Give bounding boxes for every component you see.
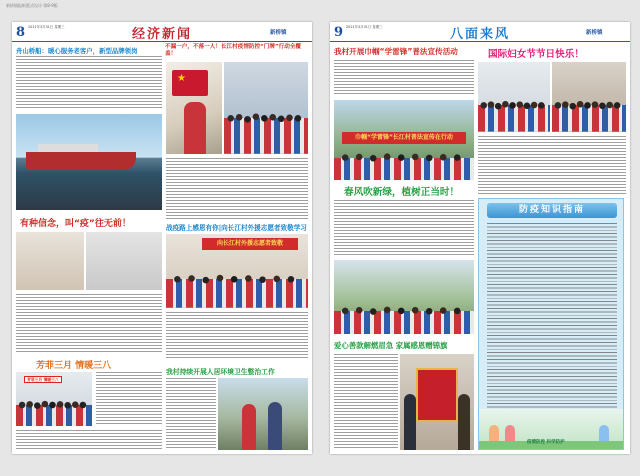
photo-volunteers xyxy=(166,234,308,308)
person-right xyxy=(458,394,470,450)
guide-slogan: 疫情防控 科学防护 xyxy=(527,440,565,445)
right-page-number: 9 xyxy=(334,25,344,40)
flag-emblem-icon: ★ xyxy=(177,73,186,84)
article-title-lei-feng: 我村开展巾帼“学雷锋”普法宣传活动 xyxy=(334,47,458,56)
lei-feng-banner: 巾帼“学雷锋”长江村普法宣传在行动 xyxy=(342,132,466,144)
article-title-march: 芳菲三月 情暖三八 xyxy=(36,361,112,371)
photo-volunteer-door xyxy=(166,62,222,154)
article-title-volunteers: 战疫路上感恩有你|向长江村外援志愿者致敬学习 xyxy=(166,224,307,232)
right-page-header xyxy=(330,22,630,42)
photo-household-visit xyxy=(224,62,308,154)
article-body-donation xyxy=(334,354,398,450)
right-section-title: 八面来风 xyxy=(449,27,510,42)
photo-cargo-ship xyxy=(16,114,162,210)
women-group-1 xyxy=(478,94,550,133)
left-section-title: 经济新闻 xyxy=(131,27,192,42)
lei-feng-people xyxy=(334,148,474,180)
photo-tree-planting xyxy=(334,260,474,334)
women-group xyxy=(16,396,92,426)
volunteer-banner: 向长江村外援志愿者致敬 xyxy=(202,238,298,250)
photo-womens-day-2 xyxy=(552,62,626,132)
person-left xyxy=(404,394,416,450)
right-section-tag: 新桥镇 xyxy=(586,30,603,36)
planting-group xyxy=(334,301,474,334)
article-body-tree-planting xyxy=(334,200,474,256)
people-group xyxy=(224,103,308,154)
left-masthead-info: 2021年3月31日 星期三 xyxy=(28,25,65,29)
article-title-shipping: 舟山桥船：暖心服务老客户，新型品牌领岗 xyxy=(16,47,138,55)
article-title-environment: 我村持续开展人居环境卫生整治工作 xyxy=(166,368,275,376)
article-body-environment xyxy=(166,378,216,450)
left-page-number: 8 xyxy=(16,25,26,40)
volunteer-figure xyxy=(184,102,206,154)
article-body-womens-day xyxy=(478,136,626,194)
women-group-2 xyxy=(552,94,626,133)
article-body-march xyxy=(16,430,162,450)
volunteer-group xyxy=(166,267,308,308)
left-page xyxy=(12,22,312,454)
article-body-lei-feng xyxy=(334,60,474,96)
right-page xyxy=(330,22,630,454)
article-title-donation: 爱心善款解燃眉急 家属感恩赠锦旗 xyxy=(334,341,448,350)
left-section-tag: 新桥镇 xyxy=(270,30,287,36)
guide-body xyxy=(487,223,617,409)
photo-womens-day xyxy=(16,372,92,426)
article-body-doorplate xyxy=(166,158,308,220)
article-title-tree-planting: 春风吹新绿，植树正当时！ xyxy=(344,187,460,198)
silk-banner xyxy=(416,368,458,422)
photo-cleanup xyxy=(218,378,308,450)
photo-computer-desk xyxy=(86,232,162,290)
party-flag xyxy=(172,70,208,96)
article-body-volunteers xyxy=(166,312,308,360)
article-title-womens-day: 国际妇女节节日快乐！ xyxy=(488,49,584,60)
worker-figure xyxy=(242,404,256,450)
left-page-header xyxy=(12,22,312,42)
womens-day-placard: 芳菲三月 情暖三八 xyxy=(24,376,62,383)
photo-silk-banner xyxy=(400,354,474,450)
article-body-shipping xyxy=(16,56,162,110)
guide-title: 防疫知识指南 xyxy=(487,203,617,218)
article-body-belief xyxy=(16,294,162,354)
article-body-march-side xyxy=(96,372,162,426)
article-title-doorplate: 不漏一户，不落一人！长江村疫情防控“门牌”行动全覆盖！ xyxy=(165,44,302,57)
ship-hull-shape xyxy=(26,152,136,170)
article-title-belief: 有种信念，叫“疫”往无前！ xyxy=(20,219,131,229)
photo-office-meeting xyxy=(16,232,84,290)
right-masthead-info: 2021年3月31日 星期三 xyxy=(346,25,383,29)
epidemic-guide-panel xyxy=(478,198,624,450)
worker-figure-2 xyxy=(268,402,282,450)
photo-lei-feng-group xyxy=(334,100,474,180)
top-strip: 新桥镇报纸版式设计·第8-9版 xyxy=(6,3,58,8)
photo-womens-day-1 xyxy=(478,62,550,132)
